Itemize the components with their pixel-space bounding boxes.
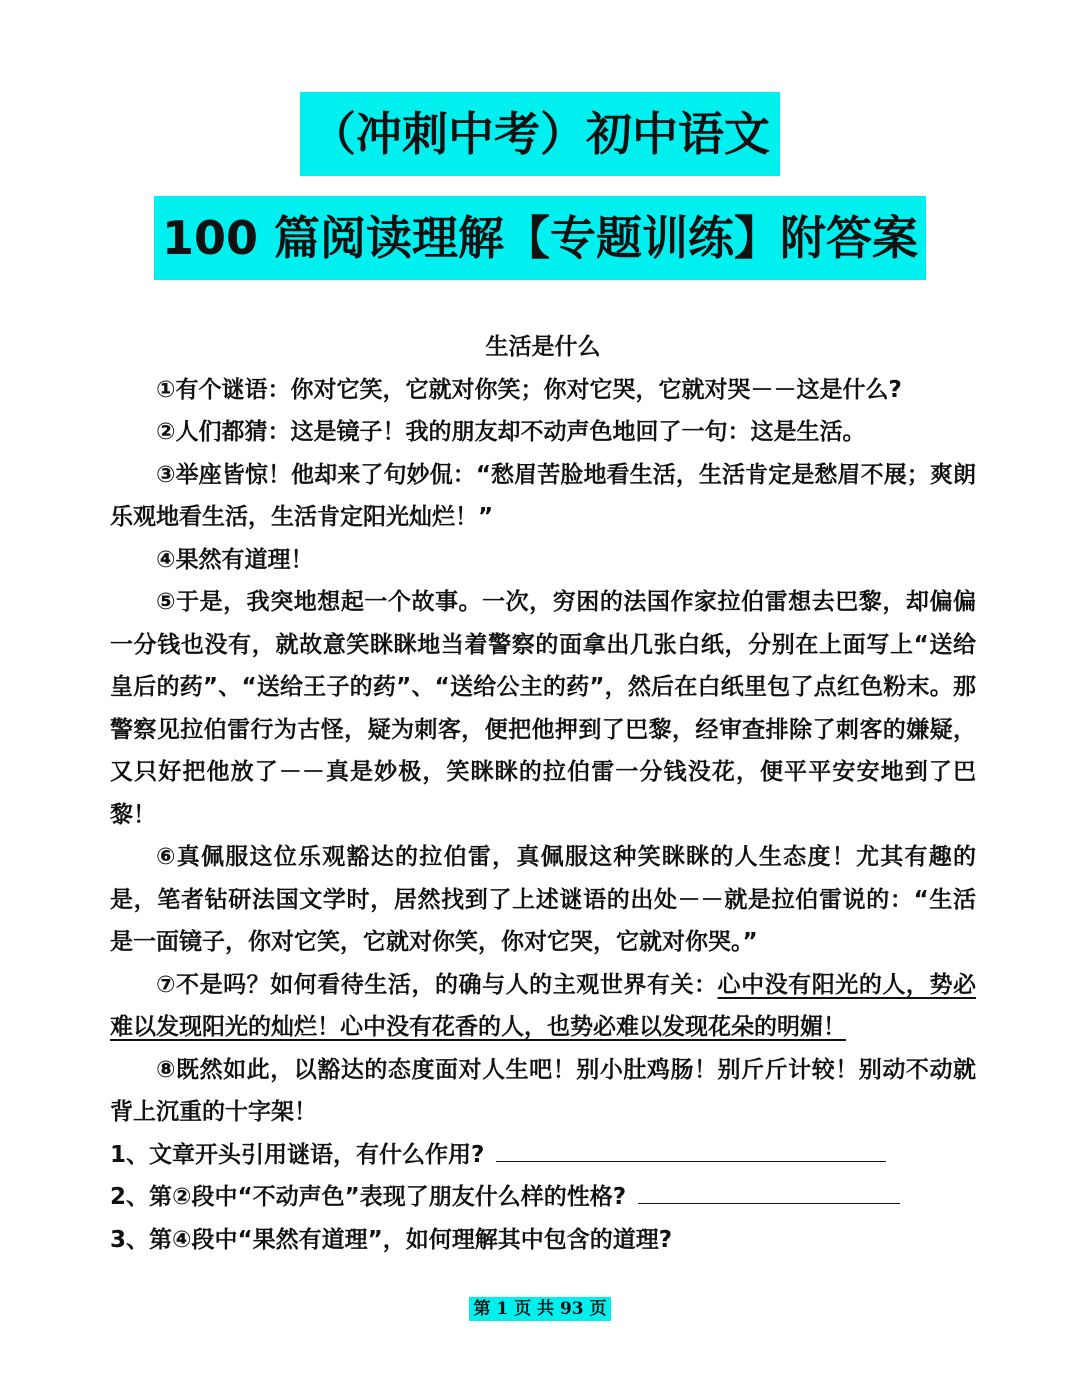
question-1	[110, 1134, 976, 1177]
article-body	[110, 326, 976, 1261]
question-2-text: 2、第②段中“不动声色”表现了朋友什么样的性格?	[110, 1184, 627, 1210]
title-line-1	[0, 92, 1080, 176]
question-3-text: 3、第④段中“果然有道理”，如何理解其中包含的道理?	[110, 1226, 673, 1253]
paragraph-7	[110, 964, 976, 1049]
paragraph-6: ⑥真佩服这位乐观豁达的拉伯雷，真佩服这种笑眯眯的人生态度！尤其有趣的是，笔者钻研法国文学时，居然找到了上述谜语的出处－－就是拉伯雷说的：“生活是一面镜子，你对它笑，它就对你笑，你对它哭，它就对你哭。”	[110, 844, 976, 955]
question-2	[110, 1176, 976, 1219]
page-footer	[0, 1297, 1080, 1321]
paragraph-4: ④果然有道理！	[156, 546, 314, 573]
title-line-2-text: 100 篇阅读理解【专题训练】附答案	[154, 196, 926, 280]
question-1-text: 1、文章开头引用谜语，有什么作用?	[110, 1141, 485, 1168]
answer-blank-2[interactable]	[638, 1177, 900, 1204]
page-number: 第 1 页 共 93 页	[469, 1297, 610, 1321]
article-title: 生活是什么	[485, 334, 601, 360]
title-line-1-text: （冲刺中考）初中语文	[300, 92, 780, 176]
paragraph-2: ②人们都猜：这是镜子！我的朋友却不动声色地回了一句：这是生活。	[156, 419, 866, 445]
title-line-2	[0, 196, 1080, 280]
answer-blank-1[interactable]	[496, 1135, 886, 1162]
paragraph-3: ③举座皆惊！他却来了句妙侃：“愁眉苦脸地看生活，生活肯定是愁眉不展；爽朗乐观地看生活，生活肯定阳光灿烂！”	[110, 461, 976, 530]
paragraph-8: ⑧既然如此，以豁达的态度面对人生吧！别小肚鸡肠！别斤斤计较！别动不动就背上沉重的十字架！	[110, 1056, 976, 1125]
paragraph-1: ①有个谜语：你对它笑，它就对你笑；你对它哭，它就对哭－－这是什么?	[156, 376, 902, 403]
paragraph-7-text: ⑦不是吗？如何看待生活，的确与人的主观世界有关：	[156, 971, 718, 998]
question-3	[110, 1219, 976, 1262]
underlined-sentence: 心中没有阳光的人，势必难以发现阳光的灿烂！心中没有花香的人，也势必难以发现花朵的明媚！	[110, 971, 976, 1040]
paragraph-5: ⑤于是，我突地想起一个故事。一次，穷困的法国作家拉伯雷想去巴黎，却偏偏一分钱也没有，就故意笑眯眯地当着警察的面拿出几张白纸，分别在上面写上“送给皇后的药”、“送给王子的药”、“送给公主的药”，然后在白纸里包了点红色粉末。那警察见拉伯雷行为古怪，疑为刺客，便把他押到了巴黎，经审查排除了刺客的嫌疑，又只好把他放了－－真是妙极，笑眯眯的拉伯雷一分钱没花，便平平安安地到了巴黎！	[110, 589, 976, 828]
